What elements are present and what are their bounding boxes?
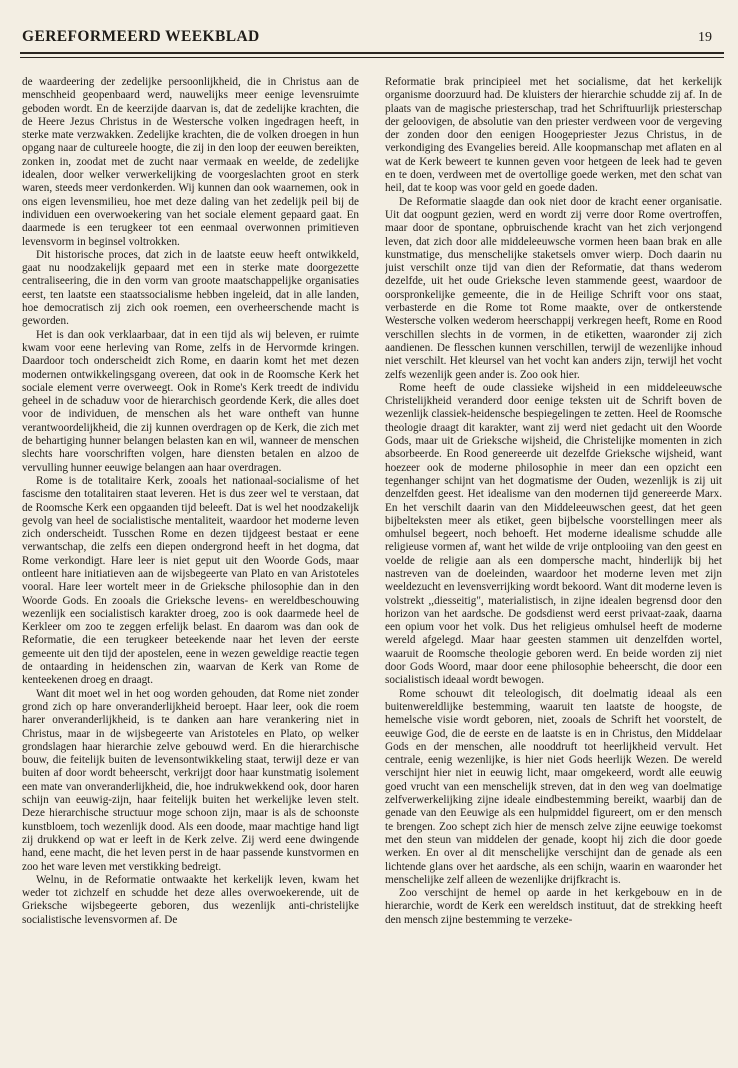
paragraph: Want dit moet wel in het oog worden gehouden, dat Rome niet zonder grond zich op hare onveranderlijkheid beroept. Haar leer, ook die roem harer onveranderlijkheid, is te danken aan hare verankering niet in Christus, maar in de wijsbegeerte van Aristoteles en Plato, op welker grondslagen haar hierarchie zelve gebouwd werd. En die hierarchische bouw, die feitelijk buiten de levensontwikkeling staat, terwijl deze er van buiten af door wordt beheerscht, verkrijgt door haar kunstmatig isolement een mate van onveranderlijkheid, die, hoe indrukwekkend ook, door haren schijn van eeuwig-zijn, haar feitelijk buiten het werkelijke leven stelt. Deze hierarchische structuur moge schoon zijn, maar is als de schoonste kunstbloem, toch wezenlijk dood. Als een doode, maar machtige hand ligt zij drukkend op wat er leeft in de Kerk zelve. Zij werd eene dwingende hand, eene macht, die het leven perst in de haar passende kunstvormen en zoo het ware leven met verstikking bedreigt. — [22, 687, 359, 873]
header-rule-thick — [20, 52, 724, 54]
paragraph: Reformatie brak principieel met het socialisme, dat het kerkelijk organisme doorzuurd had. De kluisters der hierarchie schudde zij af. In de plaats van de magische priesterschap, trad het Schriftuurlijk priesterschap der geloovigen, de absolutie van den priester verdween voor de vergeving der zonden door den eenigen Hoogepriester Jezus Christus, in de verkondiging des Evangelies bereid. Alle koopmanschap met aflaten en al wat de Kerk beweert te kunnen geven voor hetgeen de leek had te geven en te doen, verdween met de overtollige goede werken, met den schat van heil, dat te koop was voor geld en goede daden. — [385, 76, 722, 195]
publication-title: GEREFORMEERD WEEKBLAD — [22, 28, 260, 45]
paragraph: Rome heeft de oude classieke wijsheid in een middeleeuwsche Christelijkheid veranderd door eenige teksten uit de Schrift boven de wezenlijk classiek-heidensche bespiegelingen te zetten. Heel de Roomsche theologie draagt dit karakter, want zij werd niet gedacht uit den Woorde Gods, maar uit de Grieksche wijsheid, die Christelijke momenten in zich absorbeerde. En Rood genereerde uit dezelfde Grieksche wijsheid, want hoezeer ook de moderne philosophie in meer dan een opzicht een tegenhanger schijnt van het dogmatisme der Ouden, wezenlijk is zij uit denzelfden geest. Het idealisme van den modernen tijd genereerde Marx. En het verschilt daarin van den Middeleeuwschen geest, dat het geen bijbelteksten meer als etiket, geen bijbelsche voorstellingen meer als omhulsel begeert, noch behoeft. Het moderne idealisme schudde alle religieuse vormen af, want het wilde de vrije ontplooiing van den geest en voelde de religie aan als een dompersche macht, hinderlijk bij het nastreven van de doeleinden, waardoor het moderne leven met zijn weeldezucht en levensverrijking wordt bekoord. Want dit moderne leven is volstrekt ,,diesseitig", materialistisch, in zijne idealen begrensd door den horizon van het aardsche. De godsdienst werd eerst privaat-zaak, daarna een opium voor het volk. Dus het religieus omhulsel heeft de moderne wereld afgelegd. Maar haar geesten stammen uit denzelfden wortel, waaruit de Roomsche theologie geboren werd. En beide worden zij niet door Gods Woord, maar door eene philosophie beheerscht, die door een socialistisch ideaal wordt bewogen. — [385, 381, 722, 687]
paragraph: de waardeering der zedelijke persoonlijkheid, die in Christus aan de menschheid geopenbaard werd, nauwelijks meer eenige levensruimte geboden wordt. En de keerzijde daarvan is, dat de zedelijke krachten, die de Heere Jezus Christus in de Westersche volken ingedragen heeft, in sterke mate verzwakken. Zedelijke krachten, die de volken droegen in hun opgang naar de cultureele hoogte, die zij in den loop der eeuwen bereikten, zonken in, zoodat met de zucht naar vermaak en weelde, de zedelijke idealen, door welker verwerkelijking de voorgeslachten groot en sterk waren, steeds meer verdonkerden. Wij kunnen dan ook waarnemen, ook in ons eigen levensmilieu, hoe met deze daling van het zedelijk peil bij de individuen een overwoekering van het sociale element gepaard gaat. En daarmede is een terugkeer tot een eenmaal overwonnen primitieven levensvorm in beginsel voltrokken. — [22, 76, 359, 248]
paragraph: Zoo verschijnt de hemel op aarde in het kerkgebouw en in de hierarchie, wordt de Kerk een wereldsch instituut, dat de strekking heeft den mensch zijne bestemming te verzeke- — [385, 887, 722, 926]
right-column — [385, 76, 722, 1036]
paragraph: Welnu, in de Reformatie ontwaakte het kerkelijk leven, kwam het weder tot zichzelf en schudde het deze alles overwoekerende, uit de Grieksche wijsbegeerte geboren, dus wezenlijk anti-christelijke socialistische levensvormen af. De — [22, 873, 359, 926]
running-header — [22, 28, 722, 50]
text-columns — [22, 76, 722, 1036]
header-rule-thin — [20, 57, 724, 58]
paragraph: Rome is de totalitaire Kerk, zooals het nationaal-socialisme of het fascisme den totalitairen staat leveren. Het is dus zeer wel te verstaan, dat de Roomsche Kerk een opgaanden tijd beleeft. Dat is wel het noodzakelijk gevolg van heel de socialistische mentaliteit, waardoor het moderne leven zich onderscheidt. Tusschen Rome en dezen tijdgeest bestaat er eene verwantschap, die zelfs een diepen ondergrond heeft in het dogma, dat Rome verkondigt. Hare leer is niet geput uit den Woorde Gods, maar ontleent hare initiatieven aan de wijsbegeerte van Plato en van Aristoteles vooral. Hare leer wortelt meer in de Grieksche philosophie dan in den Woorde Gods. En zooals die Grieksche levens- en wereldbeschouwing wezenlijk een socialistisch karakter droeg, zoo is ook daarmede heel de Kerkleer om zoo te zeggen erfelijk belast. En daarom was dan ook de Reformatie, die een terugkeer beteekende naar het leven der eerste gemeente uit den tijd der apostelen, eene in wezen geweldige reactie tegen de ontaarding in heidenschen zin, waarvan de Kerk van Rome de kenteekenen droeg en draagt. — [22, 474, 359, 687]
paragraph: Rome schouwt dit teleologisch, dit doelmatig ideaal als een buitenwereldlijke bestemming, waaruit ten laatste de hoogste, de hemelsche visie wordt geboren, niet, zooals de Schrift het voorstelt, de eeuwige God, die de eerste en de laatste is en in Christus, den Middelaar Gods en der menschen, alle nooddruft tot heerlijkheid vervult. Het centrale, eenig wezenlijke, is hier niet Gods heerlijk Wezen. De wereld verschijnt hier niet in eeuwig licht, maar omgekeerd, wordt alle eeuwig goed vrucht van een menschelijk streven, dat in den weg van doelmatige zelfverwerkelijking zijne ideale eindbestemming bereikt, waarbij dan de genade van den Eeuwige als een hulpmiddel figureert, om er den mensch te brengen. Zoo schept zich hier de mensch zelve zijne eeuwige toekomst met den steun van middelen der genade, koopt hij zich die door goede werken. En over al dit menschelijke verschijnt dan de genade als een lichtende glans over het aardsche, als een schijn, waarin en waaronder het menschelijke zelf alleen de wezenlijke drijfkracht is. — [385, 687, 722, 886]
paragraph: Het is dan ook verklaarbaar, dat in een tijd als wij beleven, er ruimte kwam voor eene herleving van Rome, zelfs in de Hervormde kringen. Daardoor toch onderscheidt zich Rome, en daarin komt het met dezen modernen ontwikkelingsgang overeen, dat ook in de Roomsche Kerk het sociale element verre overweegt. Ook in Rome's Kerk treedt de individu geheel in de schaduw voor de hierarchisch geordende Kerk, die alles doet voor de individuen, de menschen als het ware ontheft van hunne verantwoordelijkheid, die zij kunnen overdragen op de Kerk, die zich met de behartiging hunner belangen belasten kan en wil, wanneer de menschen slechts hare voorschriften volgen, hare diensten betalen en alzoo de vervulling hunner eeuwige belangen aan haar overdragen. — [22, 328, 359, 474]
page-number: 19 — [698, 30, 712, 45]
paragraph: Dit historische proces, dat zich in de laatste eeuw heeft ontwikkeld, gaat nu noodzakelijk gepaard met een in sterke mate doorgezette centraliseering, die in den vorm van groote maatschappelijke organisaties eerst, ten laatste een staatssocialisme hebben ingeleid, dat in alle landen, hoe democratisch zij zich ook roemen, een overheerschende macht is geworden. — [22, 248, 359, 328]
left-column — [22, 76, 359, 1036]
paragraph: De Reformatie slaagde dan ook niet door de kracht eener organisatie. Uit dat oogpunt gezien, werd en wordt zij verre door Rome overtroffen, maar door de spontane, opbruischende kracht van het zich verjongend leven, dat zich door alle middeleeuwsche vormen heen baan brak en alle kunstmatige, dus menschelijke staketsels omver wierp. Doch daarin nu juist verschilt onze tijd van dien der Reformatie, dat thans wederom dezelfde, uit het oude Grieksche leven stammende geest, waardoor de oorspronkelijke gemeente, die in de Heilige Schrift voor ons staat, verbasterde en die Rome tot Rome maakte, over de ontkerstende Westersche volken wederom heerschappij verkregen heeft, Rome en Rood verschillen slechts in de vormen, in de etiketten, waaronder zij zich aandienen. De flesschen kunnen verschillen, terwijl de wezenlijke inhoud niet verschilt. Het kleursel van het vocht kan anders zijn, terwijl het vocht zelfs wezenlijk geen ander is. Zoo ook hier. — [385, 195, 722, 381]
